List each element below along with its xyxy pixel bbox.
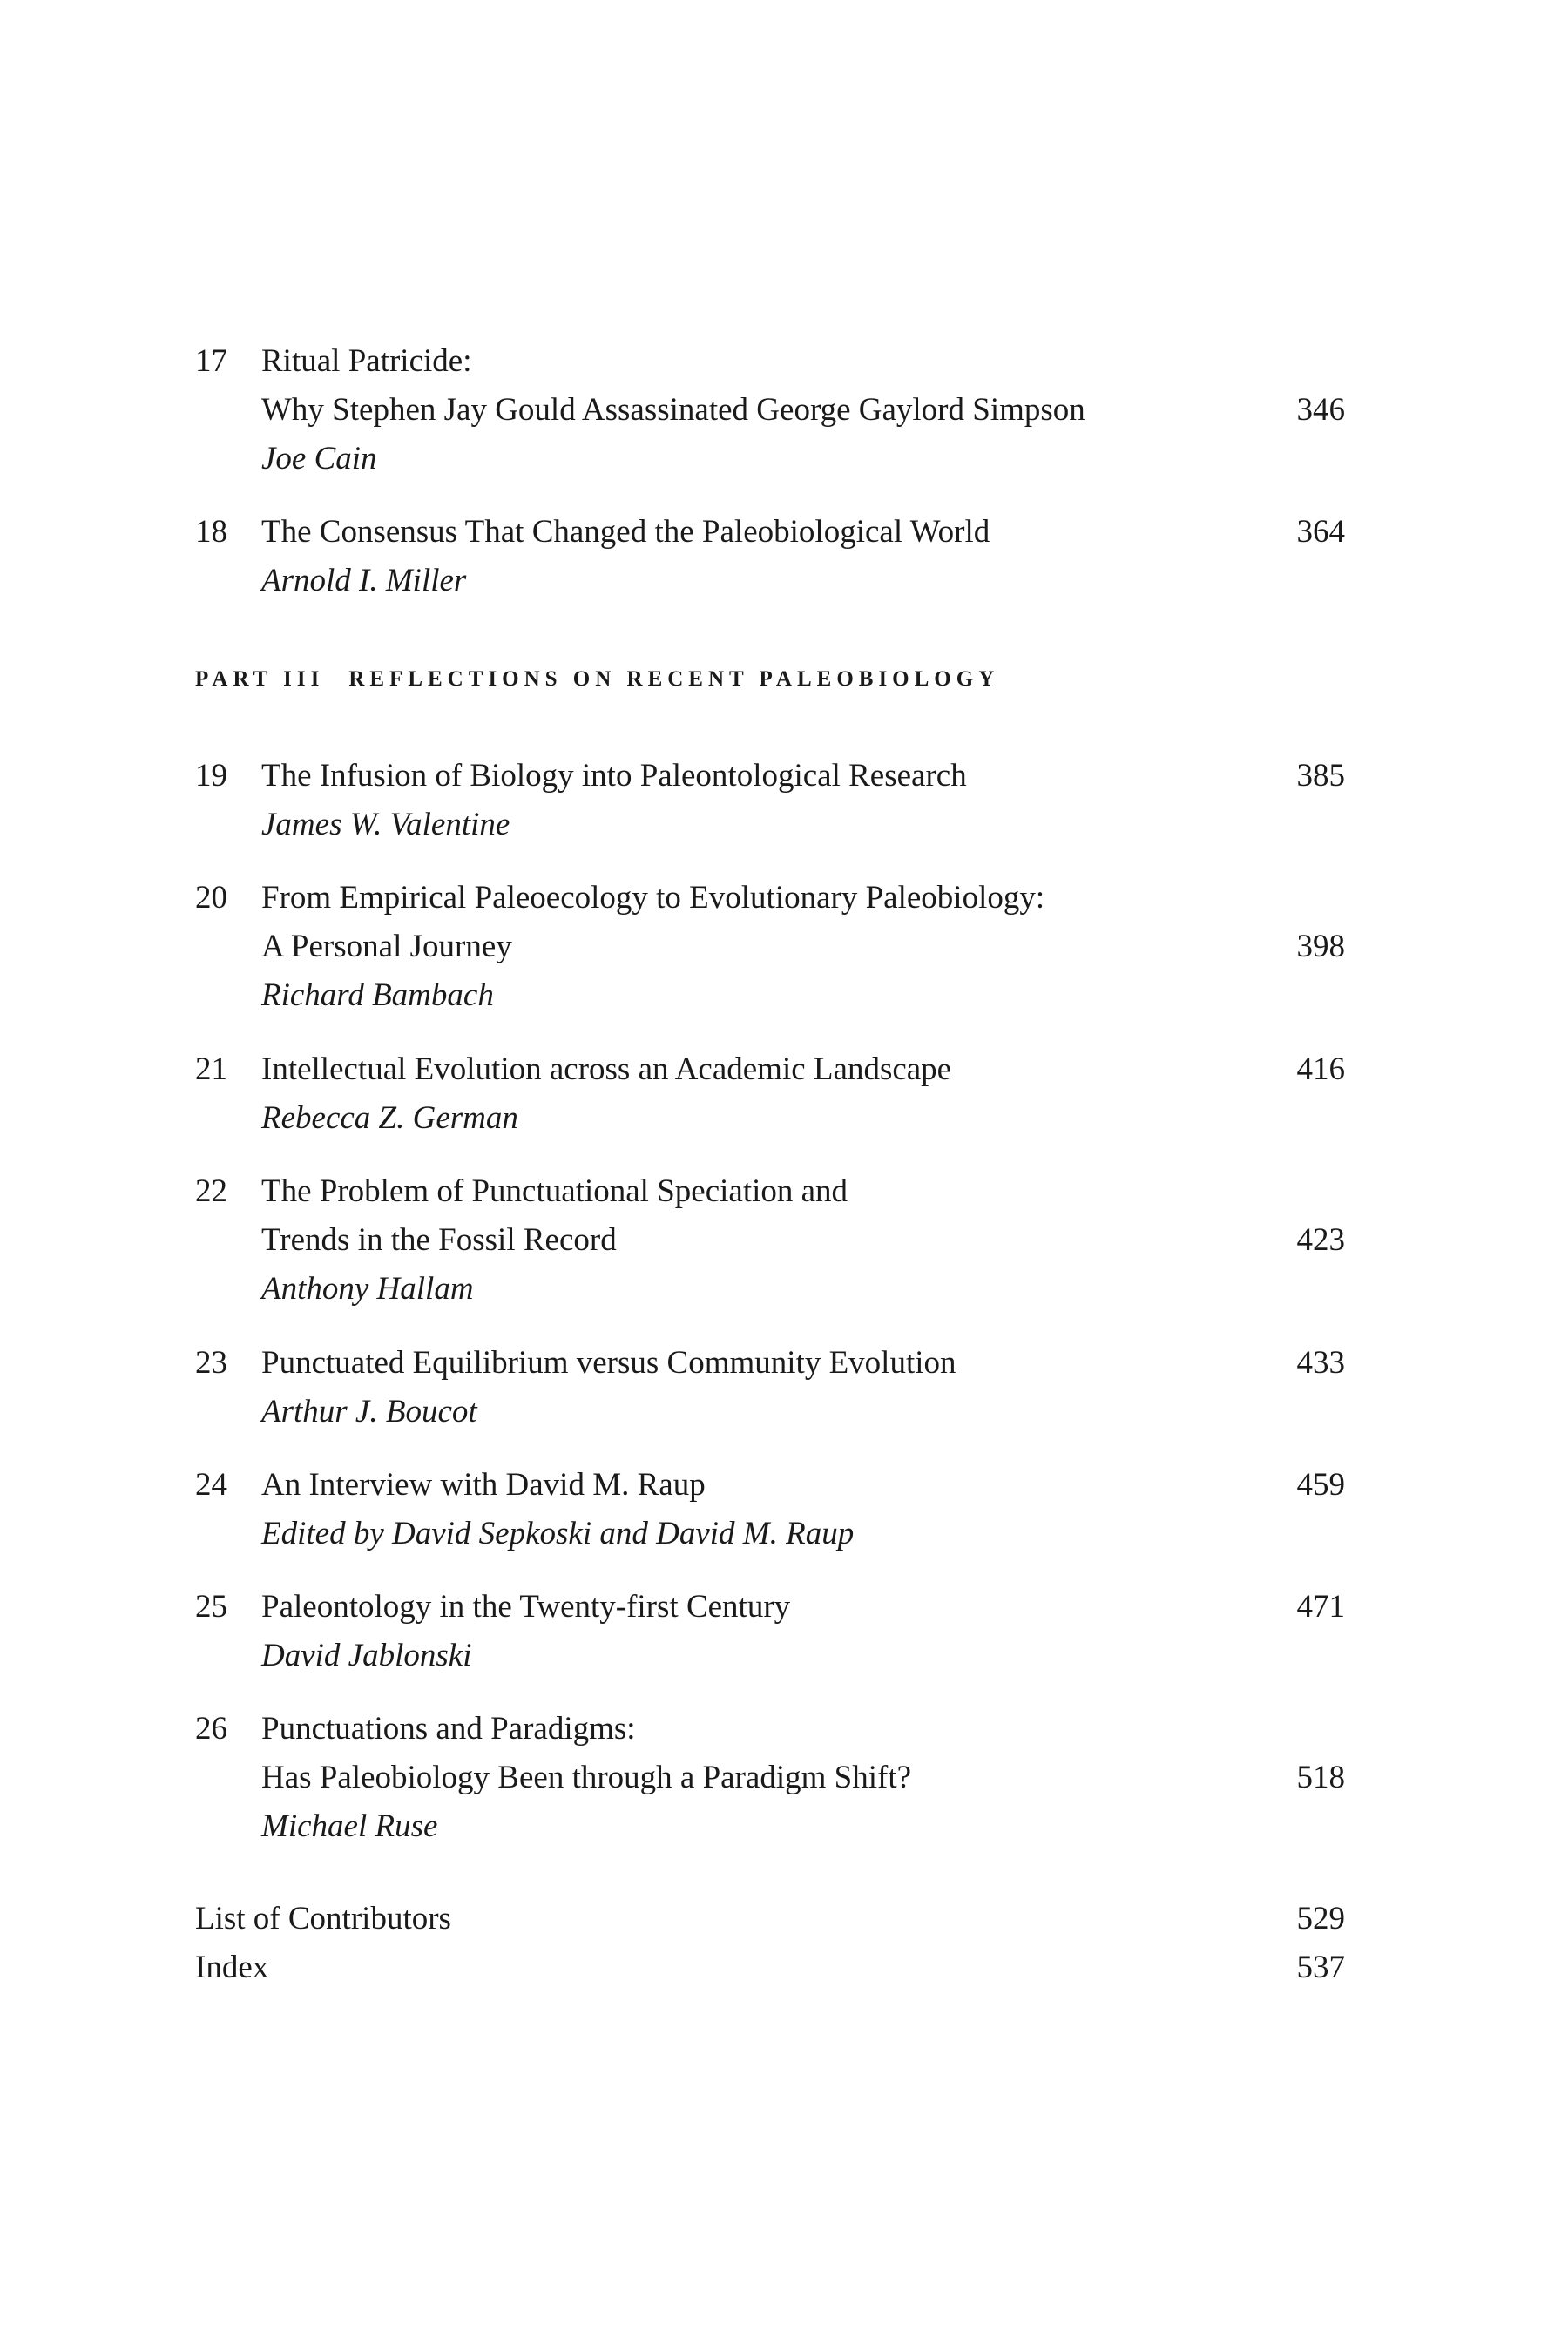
chapter-author: Arnold I. Miller xyxy=(261,563,467,598)
chapter-title-line: An Interview with David M. Raup xyxy=(261,1467,706,1503)
back-matter-item xyxy=(195,1943,1345,1992)
toc-entry-17 xyxy=(195,337,1345,483)
page-number: 518 xyxy=(1296,1760,1345,1795)
toc-entry-19 xyxy=(195,752,1345,849)
chapter-title-line: Paleontology in the Twenty-first Century xyxy=(261,1589,791,1625)
part-label: PART III xyxy=(195,667,325,691)
back-matter-label: List of Contributors xyxy=(195,1901,451,1936)
chapter-title-line: Why Stephen Jay Gould Assassinated George Gaylord Simpson xyxy=(261,392,1085,428)
chapter-author: James W. Valentine xyxy=(261,807,510,842)
chapter-number: 25 xyxy=(195,1589,227,1625)
page-number: 537 xyxy=(1296,1950,1345,1985)
chapter-number: 18 xyxy=(195,514,227,550)
chapter-number: 17 xyxy=(195,343,227,379)
chapter-number: 19 xyxy=(195,758,227,794)
part-heading xyxy=(195,662,999,697)
chapter-title-line: Punctuations and Paradigms: xyxy=(261,1711,636,1747)
chapter-number: 23 xyxy=(195,1345,227,1381)
back-matter xyxy=(195,1895,1345,1992)
page-number: 346 xyxy=(1296,392,1345,428)
chapter-title-line: Trends in the Fossil Record xyxy=(261,1222,617,1258)
toc-entry-24 xyxy=(195,1461,1345,1558)
chapter-author: David Jablonski xyxy=(261,1638,472,1673)
chapter-author: Edited by David Sepkoski and David M. Raup xyxy=(261,1516,855,1551)
page-number: 364 xyxy=(1296,514,1345,550)
chapter-number: 22 xyxy=(195,1173,227,1209)
page-number: 423 xyxy=(1296,1222,1345,1258)
chapter-number: 20 xyxy=(195,880,227,916)
chapter-title-line: Has Paleobiology Been through a Paradigm Shift? xyxy=(261,1760,912,1795)
page-number: 459 xyxy=(1296,1467,1345,1503)
page-number: 398 xyxy=(1296,929,1345,964)
chapter-title-line: Punctuated Equilibrium versus Community Evolution xyxy=(261,1345,956,1381)
toc-entry-22 xyxy=(195,1167,1345,1314)
toc-entry-25 xyxy=(195,1583,1345,1680)
part-title: REFLECTIONS ON RECENT PALEOBIOLOGY xyxy=(348,667,1000,691)
back-matter-label: Index xyxy=(195,1950,269,1985)
chapter-author: Joe Cain xyxy=(261,441,377,476)
toc-entry-18 xyxy=(195,508,1345,605)
page-number: 529 xyxy=(1296,1901,1345,1936)
chapter-author: Arthur J. Boucot xyxy=(261,1394,477,1429)
chapter-title-line: The Infusion of Biology into Paleontological Research xyxy=(261,758,967,794)
chapter-title-line: From Empirical Paleoecology to Evolutionary Paleobiology: xyxy=(261,880,1045,916)
chapter-author: Anthony Hallam xyxy=(261,1271,474,1307)
chapter-author: Rebecca Z. German xyxy=(261,1100,518,1136)
chapter-title-line: Intellectual Evolution across an Academic Landscape xyxy=(261,1051,952,1087)
chapter-author: Michael Ruse xyxy=(261,1808,438,1844)
toc-entry-20 xyxy=(195,874,1345,1020)
toc-entry-21 xyxy=(195,1045,1345,1143)
page-number: 385 xyxy=(1296,758,1345,794)
chapter-title-line: The Consensus That Changed the Paleobiological World xyxy=(261,514,990,550)
back-matter-item xyxy=(195,1895,1345,1943)
chapter-title-line: The Problem of Punctuational Speciation and xyxy=(261,1173,848,1209)
toc-entry-26 xyxy=(195,1705,1345,1851)
chapter-title-line: Ritual Patricide: xyxy=(261,343,472,379)
chapter-title-line: A Personal Journey xyxy=(261,929,512,964)
page-number: 416 xyxy=(1296,1051,1345,1087)
page-number: 471 xyxy=(1296,1589,1345,1625)
chapter-author: Richard Bambach xyxy=(261,977,494,1013)
page-number: 433 xyxy=(1296,1345,1345,1381)
toc-entry-23 xyxy=(195,1339,1345,1436)
chapter-number: 24 xyxy=(195,1467,227,1503)
chapter-number: 21 xyxy=(195,1051,227,1087)
chapter-number: 26 xyxy=(195,1711,227,1747)
